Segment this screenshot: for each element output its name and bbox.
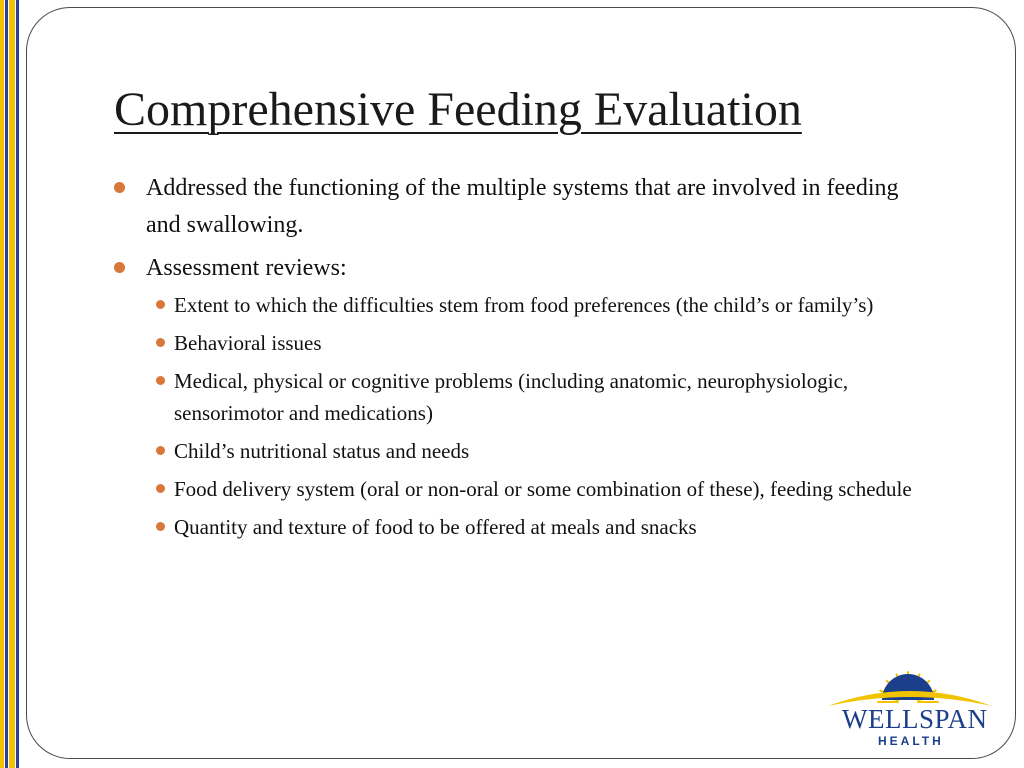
bullet-dot-icon	[114, 182, 125, 193]
sub-bullet-text: Child’s nutritional status and needs	[174, 439, 470, 463]
stripe-blue	[16, 0, 19, 768]
sub-bullet-dot-icon	[156, 338, 165, 347]
sub-bullet-item	[146, 435, 914, 467]
sub-bullet-text: Food delivery system (oral or non-oral or some combination of these), feeding schedule	[174, 477, 912, 501]
sub-bullet-list	[146, 289, 914, 543]
bullet-text: Addressed the functioning of the multiple systems that are involved in feeding and swallowing.	[146, 175, 899, 238]
slide-title: Comprehensive Feeding Evaluation	[114, 83, 802, 136]
sub-bullet-dot-icon	[156, 300, 165, 309]
sub-bullet-text: Quantity and texture of food to be offered at meals and snacks	[174, 515, 697, 539]
logo-subtitle: HEALTH	[878, 734, 944, 748]
bullet-text: Assessment reviews:	[146, 255, 347, 281]
logo-wordmark: WELLSPAN	[842, 704, 988, 734]
stripe-gold	[0, 0, 4, 768]
sub-bullet-text: Behavioral issues	[174, 331, 322, 355]
stripe-gold	[9, 0, 15, 768]
sub-bullet-dot-icon	[156, 446, 165, 455]
sub-bullet-item	[146, 511, 914, 543]
stripe-blue	[5, 0, 8, 768]
bullet-item	[114, 170, 914, 244]
sub-bullet-item	[146, 473, 914, 505]
bullet-dot-icon	[114, 262, 125, 273]
sub-bullet-text: Medical, physical or cognitive problems (including anatomic, neurophysiologic, sensorimotor and medications)	[174, 369, 849, 425]
sub-bullet-item	[146, 365, 914, 429]
sub-bullet-item	[146, 327, 914, 359]
sub-bullet-dot-icon	[156, 376, 165, 385]
wellspan-logo	[826, 662, 994, 754]
bullet-item	[114, 250, 914, 543]
bullet-list	[114, 170, 914, 543]
sub-bullet-dot-icon	[156, 522, 165, 531]
side-stripes	[0, 0, 22, 768]
sub-bullet-dot-icon	[156, 484, 165, 493]
sub-bullet-item	[146, 289, 914, 321]
sub-bullet-text: Extent to which the difficulties stem from food preferences (the child’s or family’s)	[174, 293, 874, 317]
slide-content	[114, 170, 914, 549]
